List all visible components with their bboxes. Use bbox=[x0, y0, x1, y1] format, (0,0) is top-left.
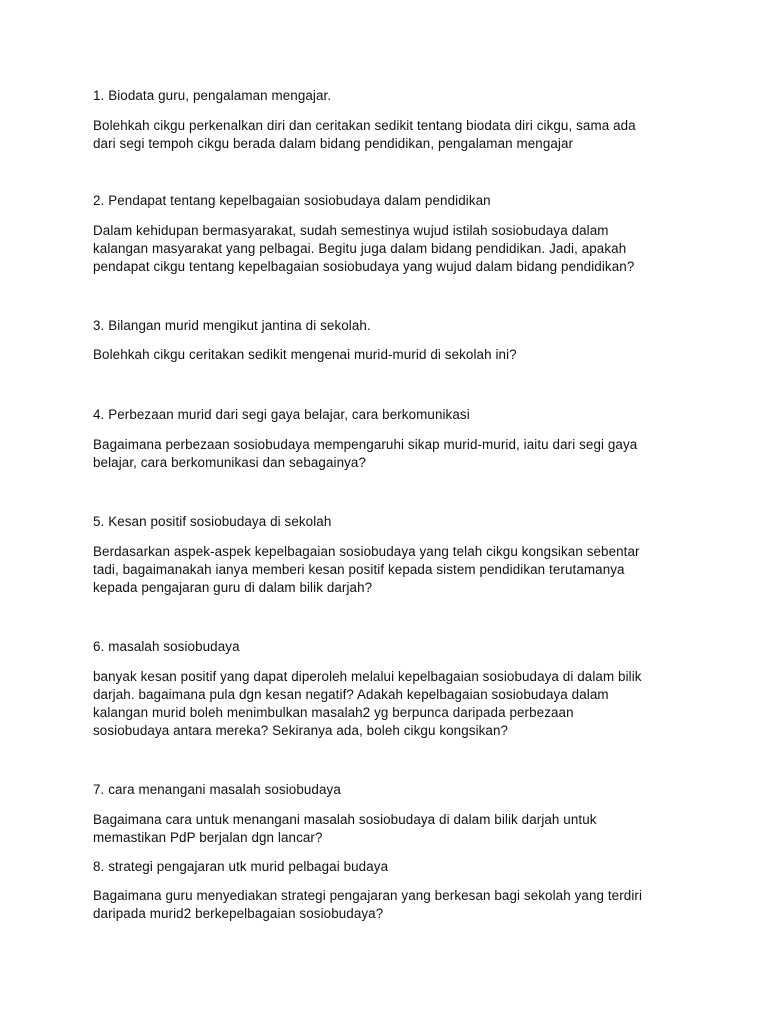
question-4-heading: 4. Perbezaan murid dari segi gaya belajar, cara berkomunikasi bbox=[93, 407, 470, 422]
question-7-text-line-2: memastikan PdP berjalan dgn lancar? bbox=[93, 830, 323, 845]
question-6-text-line-3: kalangan murid boleh menimbulkan masalah2 yg berpunca daripada perbezaan bbox=[93, 705, 574, 720]
question-4-text-line-2: belajar, cara berkomunikasi dan sebagainya? bbox=[93, 455, 367, 470]
question-6-heading: 6. masalah sosiobudaya bbox=[93, 639, 240, 654]
question-2-heading: 2. Pendapat tentang kepelbagaian sosiobudaya dalam pendidikan bbox=[93, 193, 491, 208]
question-5-text-line-3: kepada pengajaran guru di dalam bilik darjah? bbox=[93, 580, 373, 595]
question-3-text-line-1: Bolehkah cikgu ceritakan sedikit mengenai murid-murid di sekolah ini? bbox=[93, 347, 517, 362]
question-1-text-line-2: dari segi tempoh cikgu berada dalam bidang pendidikan, pengalaman mengajar bbox=[93, 136, 574, 151]
question-6-text-line-4: sosiobudaya antara mereka? Sekiranya ada, boleh cikgu kongsikan? bbox=[93, 723, 509, 738]
question-2-text-line-2: kalangan masyarakat yang pelbagai. Begitu juga dalam bidang pendidikan. Jadi, apakah bbox=[93, 241, 627, 256]
question-2-text-line-1: Dalam kehidupan bermasyarakat, sudah semestinya wujud istilah sosiobudaya dalam bbox=[93, 223, 609, 238]
question-7-heading: 7. cara menangani masalah sosiobudaya bbox=[93, 782, 341, 797]
question-4-text-line-1: Bagaimana perbezaan sosiobudaya mempengaruhi sikap murid-murid, iaitu dari segi gaya bbox=[93, 437, 638, 452]
question-5-heading: 5. Kesan positif sosiobudaya di sekolah bbox=[93, 514, 332, 529]
question-8-text-line-2: daripada murid2 berkepelbagaian sosiobudaya? bbox=[93, 906, 384, 921]
question-2-text-line-3: pendapat cikgu tentang kepelbagaian sosiobudaya yang wujud dalam bidang pendidikan? bbox=[93, 259, 635, 274]
question-3-heading: 3. Bilangan murid mengikut jantina di sekolah. bbox=[93, 318, 371, 333]
question-5-text-line-2: tadi, bagaimanakah ianya memberi kesan positif kepada sistem pendidikan terutamanya bbox=[93, 562, 625, 577]
question-1-heading: 1. Biodata guru, pengalaman mengajar. bbox=[93, 88, 332, 103]
question-8-text-line-1: Bagaimana guru menyediakan strategi pengajaran yang berkesan bagi sekolah yang terdiri bbox=[93, 888, 643, 903]
question-7-text-line-1: Bagaimana cara untuk menangani masalah sosiobudaya di dalam bilik darjah untuk bbox=[93, 812, 597, 827]
question-6-text-line-1: banyak kesan positif yang dapat diperoleh melalui kepelbagaian sosiobudaya di dalam bilik bbox=[93, 669, 642, 684]
question-8-heading: 8. strategi pengajaran utk murid pelbagai budaya bbox=[93, 859, 389, 874]
question-1-text-line-1: Bolehkah cikgu perkenalkan diri dan ceritakan sedikit tentang biodata diri cikgu, sama ada bbox=[93, 118, 636, 133]
question-6-text-line-2: darjah. bagaimana pula dgn kesan negatif? Adakah kepelbagaian sosiobudaya dalam bbox=[93, 687, 609, 702]
question-5-text-line-1: Berdasarkan aspek-aspek kepelbagaian sosiobudaya yang telah cikgu kongsikan sebentar bbox=[93, 544, 640, 559]
